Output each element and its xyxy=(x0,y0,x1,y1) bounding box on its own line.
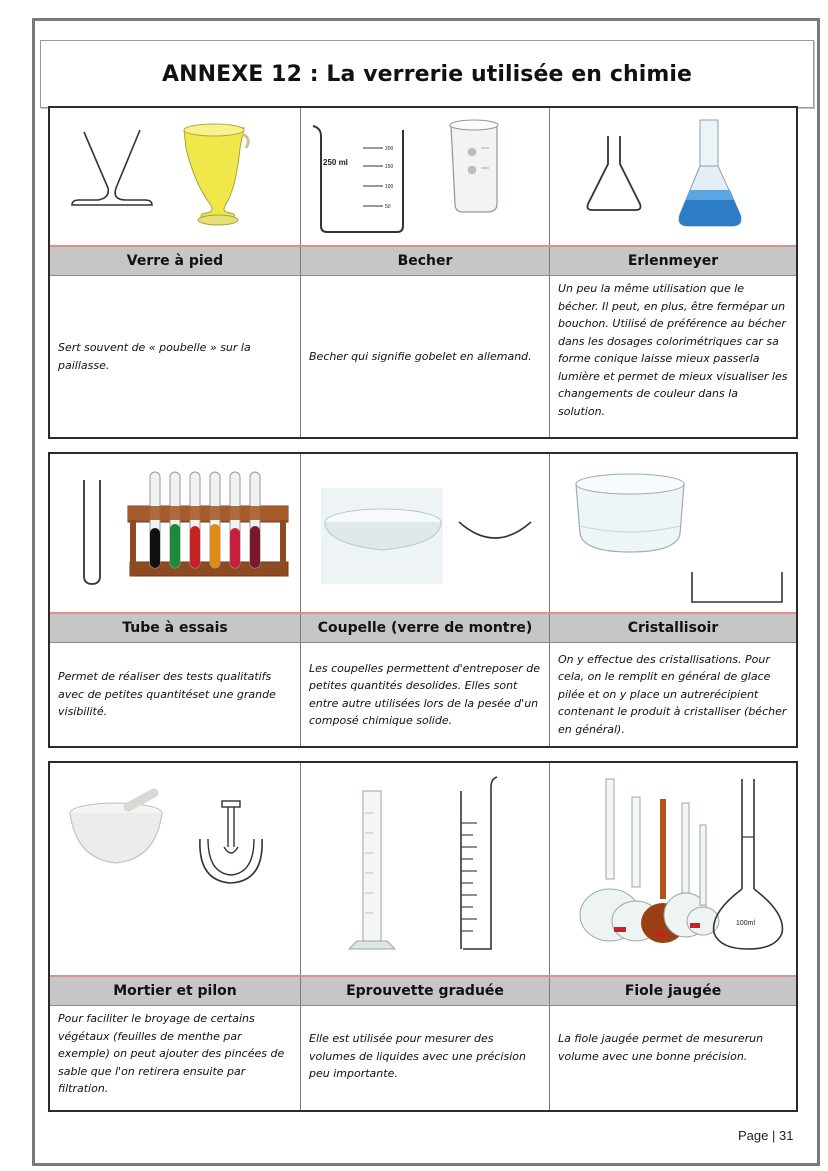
glassware-block-2 xyxy=(48,452,798,748)
eprouvette-drawing xyxy=(301,763,550,975)
mortier-drawing xyxy=(50,763,300,975)
desc-tube-a-essais: Permet de réaliser des tests qualitatifs avec de petites quantitéset une grande visibilité. xyxy=(58,670,276,719)
desc-becher: Becher qui signifie gobelet en allemand. xyxy=(300,276,549,437)
erlenmeyer-photo xyxy=(679,120,741,226)
label-tube-a-essais: Tube à essais xyxy=(122,620,228,636)
desc-cristallisoir: On y effectue des cristallisations. Pour cela, on le remplit en général de glace pilée et on y place un autrerécipient contenant le produit à cristalliser (bécher en général). xyxy=(549,643,796,746)
page-title: ANNEXE 12 : La verrerie utilisée en chimie xyxy=(161,61,693,87)
becher-scale-label: 50 xyxy=(385,204,391,210)
eprouvette-photo xyxy=(349,791,395,949)
label-verre-a-pied: Verre à pied xyxy=(126,253,224,269)
fiole-jaugee-illustration xyxy=(549,763,796,975)
tube-rack-photo xyxy=(128,472,288,576)
tube-a-essais-drawing xyxy=(50,454,300,612)
becher-scale-label: 200 xyxy=(385,146,394,152)
glassware-block-3 xyxy=(48,761,798,1112)
becher-drawing xyxy=(301,108,550,245)
becher-photo xyxy=(450,120,498,212)
cristallisoir-drawing xyxy=(550,454,797,612)
desc-verre-a-pied: Sert souvent de « poubelle » sur la paillasse. xyxy=(58,341,251,372)
verre-a-pied-illustration xyxy=(50,108,300,245)
erlenmeyer-drawing xyxy=(550,108,797,245)
becher-scale-label: 150 xyxy=(385,164,394,170)
glassware-block-1 xyxy=(48,106,798,439)
becher-scale-label: 100 xyxy=(385,184,394,190)
label-coupelle: Coupelle (verre de montre) xyxy=(300,614,549,642)
coupelle-drawing xyxy=(301,454,550,612)
title-box xyxy=(40,40,814,108)
fiole-jaugee-drawing xyxy=(550,763,797,975)
page-number: Page | 31 xyxy=(738,1128,794,1143)
verre-a-pied-photo xyxy=(184,124,248,225)
desc-mortier-pilon: Pour faciliter le broyage de certains végétaux (feuilles de menthe par exemple) on peut ajouter des pincées de sable que l'on retirera ensuite par filtration. xyxy=(58,1012,285,1095)
fiole-volume-label: 100ml xyxy=(736,920,756,927)
desc-fiole-jaugee: La fiole jaugée permet de mesurerun volume avec une bonne précision. xyxy=(549,1006,796,1110)
cristallisoir-illustration xyxy=(549,454,796,612)
tube-a-essais-illustration xyxy=(50,454,300,612)
desc-erlenmeyer: Un peu la même utilisation que le bécher. Il peut, en plus, être fermépar un bouchon. Utilisé de préférence au bécher dans les dosages colorimétriques car sa forme conique laisse mieux passerla lumière et permet de mieux visualiser les changements de couleur dans la solution. xyxy=(549,276,796,437)
becher-illustration xyxy=(300,108,549,245)
coupelle-illustration xyxy=(300,454,549,612)
label-mortier-pilon: Mortier et pilon xyxy=(113,983,237,999)
mortier-illustration xyxy=(50,763,300,975)
label-erlenmeyer: Erlenmeyer xyxy=(549,247,796,275)
label-becher: Becher xyxy=(300,247,549,275)
eprouvette-illustration xyxy=(300,763,549,975)
mortier-photo xyxy=(70,793,162,863)
fiole-jaugee-photo xyxy=(580,779,719,943)
erlenmeyer-illustration xyxy=(549,108,796,245)
desc-coupelle: Les coupelles permettent d'entreposer de petites quantités desolides. Elles sont entre autre utilisées lors de la pesée d'un composé chimique solide. xyxy=(300,643,549,746)
verre-a-pied-drawing xyxy=(50,108,300,245)
desc-eprouvette: Elle est utilisée pour mesurer des volumes de liquides avec une précision peu importante. xyxy=(300,1006,549,1110)
becher-volume-label: 250 ml xyxy=(323,158,348,167)
label-eprouvette: Eprouvette graduée xyxy=(300,977,549,1005)
label-cristallisoir: Cristallisoir xyxy=(549,614,796,642)
label-fiole-jaugee: Fiole jaugée xyxy=(549,977,796,1005)
